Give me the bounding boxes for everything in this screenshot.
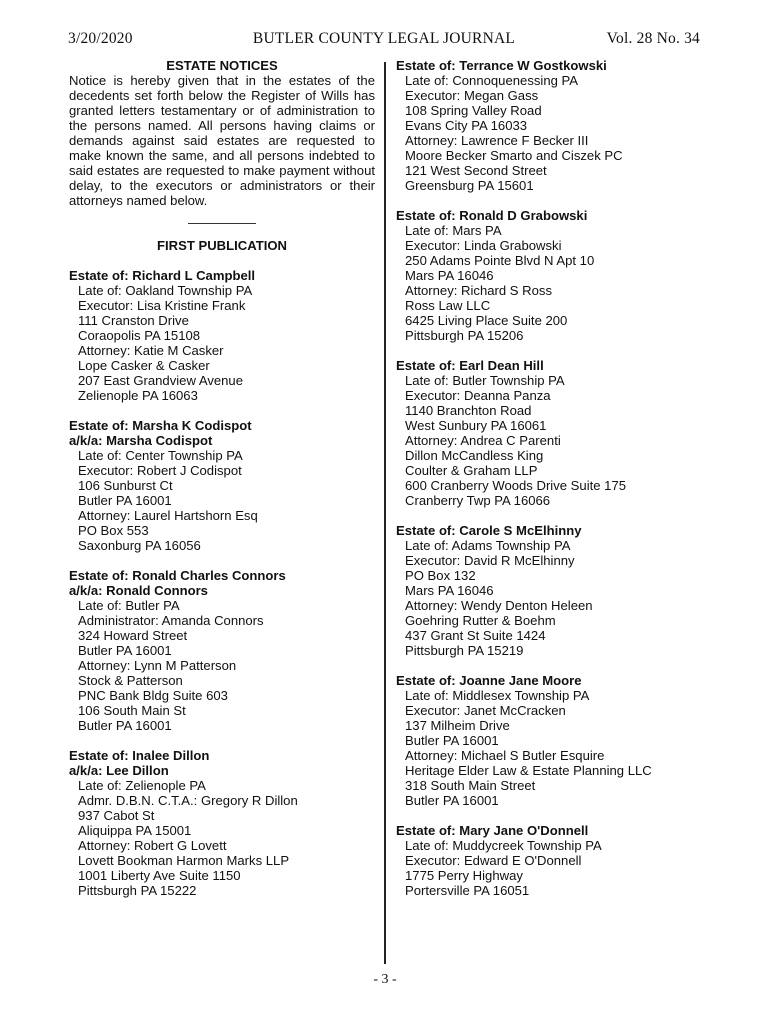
left-column: [69, 58, 375, 913]
estate-name: Estate of: Earl Dean Hill: [396, 358, 544, 373]
estate-detail-line: Executor: Linda Grabowski: [405, 238, 562, 253]
page-header: [68, 30, 700, 52]
estate-detail-line: Late of: Zelienople PA: [78, 778, 206, 793]
estate-detail-line: 600 Cranberry Woods Drive Suite 175: [405, 478, 627, 493]
estate-name: Estate of: Richard L Campbell: [69, 268, 256, 283]
estate-detail-line: 1775 Perry Highway: [405, 868, 523, 883]
estate-detail-line: PO Box 132: [405, 568, 476, 583]
estate-detail-line: 250 Adams Pointe Blvd N Apt 10: [405, 253, 595, 268]
estate-detail-line: 121 West Second Street: [405, 163, 547, 178]
estate-detail-line: Cranberry Twp PA 16066: [405, 493, 551, 508]
estate-detail-line: Pittsburgh PA 15219: [405, 643, 524, 658]
estate-entry: [396, 358, 716, 508]
estate-detail-line: Greensburg PA 15601: [405, 178, 534, 193]
estate-detail-line: 1001 Liberty Ave Suite 1150: [78, 868, 241, 883]
section-heading: ESTATE NOTICES: [166, 58, 278, 73]
estate-detail-line: Late of: Butler Township PA: [405, 373, 565, 388]
estate-detail-line: Ross Law LLC: [405, 298, 491, 313]
estate-detail-line: Mars PA 16046: [405, 268, 494, 283]
estate-detail-line: 6425 Living Place Suite 200: [405, 313, 568, 328]
estate-list-left: [69, 268, 375, 898]
estate-detail-line: Admr. D.B.N. C.T.A.: Gregory R Dillon: [78, 793, 298, 808]
estate-name: Estate of: Carole S McElhinny: [396, 523, 582, 538]
estate-detail-line: Late of: Butler PA: [78, 598, 180, 613]
estate-detail-line: Moore Becker Smarto and Ciszek PC: [405, 148, 623, 163]
estate-detail-line: Executor: Robert J Codispot: [78, 463, 242, 478]
issue-date: 3/20/2020: [68, 30, 133, 47]
estate-detail-line: Attorney: Lynn M Patterson: [78, 658, 237, 673]
estate-detail-line: Executor: Lisa Kristine Frank: [78, 298, 246, 313]
estate-detail-line: Pittsburgh PA 15206: [405, 328, 524, 343]
estate-list-right: [396, 58, 716, 898]
estate-detail-line: Goehring Rutter & Boehm: [405, 613, 556, 628]
estate-detail-line: Dillon McCandless King: [405, 448, 544, 463]
estate-detail-line: 108 Spring Valley Road: [405, 103, 542, 118]
journal-title: BUTLER COUNTY LEGAL JOURNAL: [252, 30, 516, 47]
estate-detail-line: Butler PA 16001: [405, 733, 499, 748]
estate-detail-line: Evans City PA 16033: [405, 118, 528, 133]
estate-name: Estate of: Marsha K Codispot: [69, 418, 252, 433]
estate-detail-line: 111 Cranston Drive: [78, 313, 189, 328]
estate-detail-line: Lovett Bookman Harmon Marks LLP: [78, 853, 290, 868]
column-divider: [384, 62, 386, 964]
estate-detail-line: 437 Grant St Suite 1424: [405, 628, 546, 643]
estate-aka: a/k/a: Ronald Connors: [69, 583, 208, 598]
estate-detail-line: 324 Howard Street: [78, 628, 188, 643]
estate-entry: [396, 208, 716, 343]
estate-detail-line: Executor: Janet McCracken: [405, 703, 566, 718]
estate-detail-line: Late of: Connoquenessing PA: [405, 73, 579, 88]
estate-detail-line: 106 South Main St: [78, 703, 186, 718]
estate-name: Estate of: Ronald D Grabowski: [396, 208, 588, 223]
estate-detail-line: 106 Sunburst Ct: [78, 478, 173, 493]
estate-detail-line: Late of: Adams Township PA: [405, 538, 571, 553]
notice-intro: Notice is hereby given that in the estates of the decedents set forth below the Register of Wills has granted letters testamentary or of administration to the persons named. All persons having claims or demands against said estates are requested to make known the same, and all persons indebted to said estates are requested to make payment without delay, to the executors or administrators or their attorneys named below.: [69, 73, 375, 208]
estate-detail-line: PNC Bank Bldg Suite 603: [78, 688, 228, 703]
estate-detail-line: Aliquippa PA 15001: [78, 823, 192, 838]
estate-detail-line: 1140 Branchton Road: [405, 403, 532, 418]
estate-detail-line: Butler PA 16001: [78, 718, 172, 733]
estate-detail-line: Zelienople PA 16063: [78, 388, 198, 403]
estate-detail-line: Lope Casker & Casker: [78, 358, 210, 373]
estate-detail-line: West Sunbury PA 16061: [405, 418, 547, 433]
estate-detail-line: PO Box 553: [78, 523, 149, 538]
estate-detail-line: Butler PA 16001: [78, 643, 172, 658]
estate-name: Estate of: Terrance W Gostkowski: [396, 58, 607, 73]
estate-entry: [69, 268, 375, 403]
volume-number: Vol. 28 No. 34: [606, 30, 700, 47]
estate-detail-line: 137 Milheim Drive: [405, 718, 510, 733]
estate-detail-line: Mars PA 16046: [405, 583, 494, 598]
estate-entry: [396, 58, 716, 193]
estate-detail-line: Late of: Center Township PA: [78, 448, 243, 463]
estate-detail-line: Late of: Mars PA: [405, 223, 502, 238]
estate-detail-line: Coulter & Graham LLP: [405, 463, 538, 478]
estate-detail-line: Late of: Muddycreek Township PA: [405, 838, 602, 853]
estate-detail-line: Attorney: Michael S Butler Esquire: [405, 748, 605, 763]
estate-detail-line: Portersville PA 16051: [405, 883, 530, 898]
estate-detail-line: Attorney: Andrea C Parenti: [405, 433, 561, 448]
estate-detail-line: Attorney: Laurel Hartshorn Esq: [78, 508, 258, 523]
estate-detail-line: Attorney: Richard S Ross: [405, 283, 552, 298]
estate-aka: a/k/a: Lee Dillon: [69, 763, 169, 778]
estate-detail-line: Late of: Middlesex Township PA: [405, 688, 590, 703]
estate-detail-line: Executor: David R McElhinny: [405, 553, 575, 568]
estate-detail-line: Executor: Deanna Panza: [405, 388, 551, 403]
estate-detail-line: Saxonburg PA 16056: [78, 538, 201, 553]
estate-detail-line: Heritage Elder Law & Estate Planning LLC: [405, 763, 652, 778]
estate-detail-line: Executor: Megan Gass: [405, 88, 539, 103]
estate-detail-line: Pittsburgh PA 15222: [78, 883, 197, 898]
estate-detail-line: Attorney: Robert G Lovett: [78, 838, 227, 853]
estate-detail-line: Butler PA 16001: [78, 493, 172, 508]
estate-detail-line: 318 South Main Street: [405, 778, 536, 793]
estate-name: Estate of: Joanne Jane Moore: [396, 673, 582, 688]
estate-entry: [69, 748, 375, 898]
estate-entry: [396, 823, 716, 898]
page-number: - 3 -: [373, 972, 397, 987]
separator-rule: [188, 223, 256, 224]
estate-detail-line: Executor: Edward E O'Donnell: [405, 853, 582, 868]
estate-detail-line: Administrator: Amanda Connors: [78, 613, 264, 628]
estate-detail-line: Attorney: Wendy Denton Heleen: [405, 598, 593, 613]
estate-entry: [396, 523, 716, 658]
estate-entry: [69, 568, 375, 733]
estate-detail-line: Late of: Oakland Township PA: [78, 283, 253, 298]
estate-entry: [396, 673, 716, 808]
estate-name: Estate of: Inalee Dillon: [69, 748, 210, 763]
estate-aka: a/k/a: Marsha Codispot: [69, 433, 213, 448]
estate-entry: [69, 418, 375, 553]
estate-detail-line: Butler PA 16001: [405, 793, 499, 808]
estate-detail-line: Coraopolis PA 15108: [78, 328, 201, 343]
estate-detail-line: Attorney: Katie M Casker: [78, 343, 224, 358]
estate-detail-line: 207 East Grandview Avenue: [78, 373, 243, 388]
publication-heading: FIRST PUBLICATION: [157, 238, 287, 253]
estate-name: Estate of: Ronald Charles Connors: [69, 568, 286, 583]
estate-detail-line: Attorney: Lawrence F Becker III: [405, 133, 589, 148]
estate-name: Estate of: Mary Jane O'Donnell: [396, 823, 589, 838]
right-column: [396, 58, 716, 913]
estate-detail-line: 937 Cabot St: [78, 808, 155, 823]
estate-detail-line: Stock & Patterson: [78, 673, 183, 688]
